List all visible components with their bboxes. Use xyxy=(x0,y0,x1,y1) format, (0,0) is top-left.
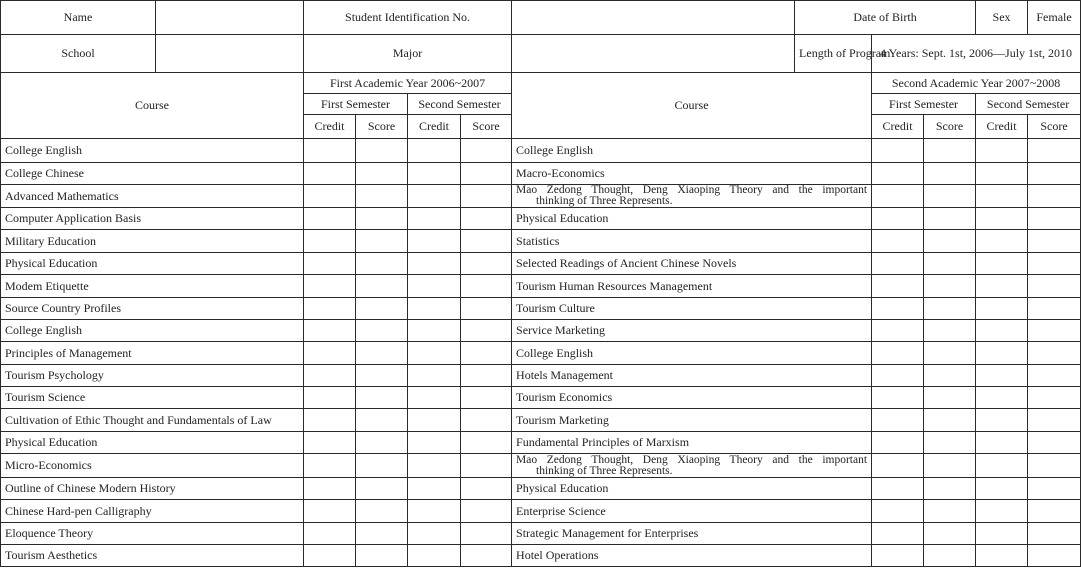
credit-cell[interactable] xyxy=(408,365,461,387)
score-cell[interactable] xyxy=(356,253,408,275)
first-year-course-name: Tourism Science xyxy=(1,387,304,409)
credit-cell[interactable] xyxy=(408,387,461,409)
score-cell[interactable] xyxy=(1028,432,1081,454)
credit-cell[interactable] xyxy=(976,342,1028,365)
credit-cell[interactable] xyxy=(976,275,1028,298)
score-cell[interactable] xyxy=(924,365,976,387)
credit-cell[interactable] xyxy=(304,545,356,567)
first-year-course-name: Computer Application Basis xyxy=(1,208,304,230)
score-cell[interactable] xyxy=(461,387,512,409)
credit-cell[interactable] xyxy=(976,298,1028,320)
first-year-course-name: College English xyxy=(1,139,304,163)
credit-cell[interactable] xyxy=(304,208,356,230)
first-year-course-name: Eloquence Theory xyxy=(1,523,304,545)
first-year-course-name: Tourism Aesthetics xyxy=(1,545,304,567)
score-cell[interactable] xyxy=(356,275,408,298)
first-year-course-name: Principles of Management xyxy=(1,342,304,365)
second-year-course-name: Tourism Economics xyxy=(512,387,872,409)
score-cell[interactable] xyxy=(461,432,512,454)
credit-cell[interactable] xyxy=(976,387,1028,409)
credit-cell[interactable] xyxy=(872,342,924,365)
score-cell[interactable] xyxy=(461,500,512,523)
credit-header: Credit xyxy=(872,115,924,139)
second-year-course-name: Fundamental Principles of Marxism xyxy=(512,432,872,454)
credit-cell[interactable] xyxy=(304,320,356,342)
second-year-course-name: Selected Readings of Ancient Chinese Novels xyxy=(512,253,872,275)
credit-cell[interactable] xyxy=(976,500,1028,523)
score-cell[interactable] xyxy=(356,163,408,185)
score-cell[interactable] xyxy=(924,523,976,545)
credit-cell[interactable] xyxy=(304,230,356,253)
name-label: Name xyxy=(1,1,156,35)
length-of-program-value: 4 Years: Sept. 1st, 2006—July 1st, 2010 xyxy=(872,35,1081,73)
second-year-course-name: Physical Education xyxy=(512,208,872,230)
score-cell[interactable] xyxy=(1028,163,1081,185)
credit-header: Credit xyxy=(304,115,356,139)
score-cell[interactable] xyxy=(461,365,512,387)
credit-cell[interactable] xyxy=(872,409,924,432)
score-cell[interactable] xyxy=(924,230,976,253)
course-name-line-2: thinking of Three Represents. xyxy=(536,195,673,207)
school-value[interactable] xyxy=(156,35,304,73)
credit-cell[interactable] xyxy=(872,432,924,454)
credit-cell[interactable] xyxy=(408,275,461,298)
credit-cell[interactable] xyxy=(976,409,1028,432)
score-cell[interactable] xyxy=(924,342,976,365)
score-cell[interactable] xyxy=(461,253,512,275)
score-cell[interactable] xyxy=(924,500,976,523)
credit-cell[interactable] xyxy=(872,500,924,523)
score-cell[interactable] xyxy=(356,523,408,545)
course-row xyxy=(1,523,1081,545)
score-cell[interactable] xyxy=(461,320,512,342)
second-year-course-name: Tourism Marketing xyxy=(512,409,872,432)
course-header-right: Course xyxy=(512,73,872,139)
second-academic-year-header: Second Academic Year 2007~2008 xyxy=(872,73,1081,94)
credit-cell[interactable] xyxy=(872,320,924,342)
course-row xyxy=(1,500,1081,523)
credit-cell[interactable] xyxy=(976,139,1028,163)
credit-cell[interactable] xyxy=(304,387,356,409)
credit-cell[interactable] xyxy=(408,298,461,320)
credit-cell[interactable] xyxy=(304,298,356,320)
course-name-line-1: Mao Zedong Thought, Deng Xiaoping Theory and the important xyxy=(516,453,868,466)
first-year-course-name: Cultivation of Ethic Thought and Fundamentals of Law xyxy=(1,409,304,432)
score-header: Score xyxy=(924,115,976,139)
score-cell[interactable] xyxy=(924,185,976,208)
first-year-course-name: Chinese Hard-pen Calligraphy xyxy=(1,500,304,523)
score-cell[interactable] xyxy=(461,545,512,567)
y2-first-semester-header: First Semester xyxy=(872,94,976,115)
columns-row-year xyxy=(1,73,1081,94)
header-row-1 xyxy=(1,1,1081,35)
score-header: Score xyxy=(356,115,408,139)
score-cell[interactable] xyxy=(356,185,408,208)
credit-cell[interactable] xyxy=(304,253,356,275)
score-cell[interactable] xyxy=(356,365,408,387)
credit-cell[interactable] xyxy=(872,275,924,298)
score-cell[interactable] xyxy=(461,275,512,298)
credit-cell[interactable] xyxy=(304,275,356,298)
score-cell[interactable] xyxy=(924,298,976,320)
credit-cell[interactable] xyxy=(408,163,461,185)
credit-cell[interactable] xyxy=(872,208,924,230)
student-id-value[interactable] xyxy=(512,1,795,35)
course-row xyxy=(1,208,1081,230)
credit-cell[interactable] xyxy=(976,478,1028,500)
credit-cell[interactable] xyxy=(304,409,356,432)
course-name-line-2: thinking of Three Represents. xyxy=(536,464,673,477)
name-value[interactable] xyxy=(156,1,304,35)
second-year-course-name xyxy=(512,185,872,208)
first-year-course-name: Advanced Mathematics xyxy=(1,185,304,208)
score-cell[interactable] xyxy=(356,298,408,320)
course-row xyxy=(1,253,1081,275)
credit-cell[interactable] xyxy=(408,500,461,523)
credit-cell[interactable] xyxy=(304,139,356,163)
credit-cell[interactable] xyxy=(304,523,356,545)
course-row xyxy=(1,298,1081,320)
score-cell[interactable] xyxy=(356,342,408,365)
second-year-course-name: College English xyxy=(512,139,872,163)
course-row xyxy=(1,139,1081,163)
credit-cell[interactable] xyxy=(976,208,1028,230)
score-cell[interactable] xyxy=(356,409,408,432)
credit-cell[interactable] xyxy=(304,478,356,500)
first-year-course-name: Military Education xyxy=(1,230,304,253)
course-row xyxy=(1,387,1081,409)
y1-first-semester-header: First Semester xyxy=(304,94,408,115)
score-cell[interactable] xyxy=(461,185,512,208)
credit-cell[interactable] xyxy=(408,409,461,432)
credit-cell[interactable] xyxy=(872,230,924,253)
first-year-course-name: Modem Etiquette xyxy=(1,275,304,298)
second-year-course-name: Strategic Management for Enterprises xyxy=(512,523,872,545)
credit-cell[interactable] xyxy=(976,253,1028,275)
credit-cell[interactable] xyxy=(872,523,924,545)
credit-cell[interactable] xyxy=(304,163,356,185)
second-year-course-name: Hotel Operations xyxy=(512,545,872,567)
course-row xyxy=(1,275,1081,298)
school-label: School xyxy=(1,35,156,73)
second-year-course-name xyxy=(512,454,872,478)
y1-second-semester-header: Second Semester xyxy=(408,94,512,115)
score-cell[interactable] xyxy=(461,478,512,500)
score-cell[interactable] xyxy=(1028,365,1081,387)
course-row xyxy=(1,320,1081,342)
score-cell[interactable] xyxy=(1028,478,1081,500)
credit-cell[interactable] xyxy=(976,454,1028,478)
credit-cell[interactable] xyxy=(304,365,356,387)
course-row xyxy=(1,454,1081,478)
second-year-course-name: Macro-Economics xyxy=(512,163,872,185)
course-row xyxy=(1,478,1081,500)
score-cell[interactable] xyxy=(924,275,976,298)
score-cell[interactable] xyxy=(461,523,512,545)
score-cell[interactable] xyxy=(1028,387,1081,409)
header-row-2 xyxy=(1,35,1081,73)
score-cell[interactable] xyxy=(356,454,408,478)
score-cell[interactable] xyxy=(1028,253,1081,275)
score-cell[interactable] xyxy=(461,298,512,320)
credit-cell[interactable] xyxy=(408,230,461,253)
score-cell[interactable] xyxy=(924,320,976,342)
course-row xyxy=(1,163,1081,185)
score-cell[interactable] xyxy=(924,432,976,454)
first-year-course-name: Tourism Psychology xyxy=(1,365,304,387)
credit-cell[interactable] xyxy=(872,253,924,275)
first-academic-year-header: First Academic Year 2006~2007 xyxy=(304,73,512,94)
score-cell[interactable] xyxy=(924,163,976,185)
course-row xyxy=(1,185,1081,208)
length-of-program-label: Length of Program xyxy=(795,35,872,73)
credit-cell[interactable] xyxy=(408,545,461,567)
score-cell[interactable] xyxy=(924,253,976,275)
credit-cell[interactable] xyxy=(976,163,1028,185)
score-cell[interactable] xyxy=(1028,500,1081,523)
sex-value: Female xyxy=(1028,1,1081,35)
score-cell[interactable] xyxy=(356,387,408,409)
score-header: Score xyxy=(1028,115,1081,139)
second-year-course-name: Hotels Management xyxy=(512,365,872,387)
credit-cell[interactable] xyxy=(872,545,924,567)
score-cell[interactable] xyxy=(356,545,408,567)
score-cell[interactable] xyxy=(461,454,512,478)
course-row xyxy=(1,409,1081,432)
second-year-course-name: Physical Education xyxy=(512,478,872,500)
credit-header: Credit xyxy=(408,115,461,139)
score-cell[interactable] xyxy=(924,478,976,500)
score-cell[interactable] xyxy=(924,208,976,230)
credit-header: Credit xyxy=(976,115,1028,139)
credit-cell[interactable] xyxy=(408,454,461,478)
score-cell[interactable] xyxy=(356,208,408,230)
credit-cell[interactable] xyxy=(976,545,1028,567)
sex-label: Sex xyxy=(976,1,1028,35)
credit-cell[interactable] xyxy=(976,365,1028,387)
course-row xyxy=(1,545,1081,567)
score-cell[interactable] xyxy=(1028,409,1081,432)
score-cell[interactable] xyxy=(461,230,512,253)
date-of-birth-label: Date of Birth xyxy=(795,1,976,35)
score-cell[interactable] xyxy=(356,500,408,523)
credit-cell[interactable] xyxy=(408,208,461,230)
score-header: Score xyxy=(461,115,512,139)
major-label: Major xyxy=(304,35,512,73)
second-year-course-name: College English xyxy=(512,342,872,365)
first-year-course-name: Physical Education xyxy=(1,432,304,454)
second-year-course-name: Statistics xyxy=(512,230,872,253)
first-year-course-name: College Chinese xyxy=(1,163,304,185)
second-year-course-name: Enterprise Science xyxy=(512,500,872,523)
score-cell[interactable] xyxy=(924,387,976,409)
credit-cell[interactable] xyxy=(872,478,924,500)
score-cell[interactable] xyxy=(1028,185,1081,208)
course-row xyxy=(1,432,1081,454)
score-cell[interactable] xyxy=(356,478,408,500)
credit-cell[interactable] xyxy=(408,523,461,545)
score-cell[interactable] xyxy=(1028,230,1081,253)
credit-cell[interactable] xyxy=(872,185,924,208)
second-year-course-name: Tourism Culture xyxy=(512,298,872,320)
credit-cell[interactable] xyxy=(408,320,461,342)
credit-cell[interactable] xyxy=(304,432,356,454)
credit-cell[interactable] xyxy=(872,387,924,409)
credit-cell[interactable] xyxy=(304,500,356,523)
score-cell[interactable] xyxy=(924,454,976,478)
score-cell[interactable] xyxy=(1028,545,1081,567)
first-year-course-name: Micro-Economics xyxy=(1,454,304,478)
credit-cell[interactable] xyxy=(872,298,924,320)
credit-cell[interactable] xyxy=(872,139,924,163)
score-cell[interactable] xyxy=(1028,275,1081,298)
score-cell[interactable] xyxy=(461,409,512,432)
second-year-course-name: Service Marketing xyxy=(512,320,872,342)
credit-cell[interactable] xyxy=(304,185,356,208)
score-cell[interactable] xyxy=(1028,320,1081,342)
student-id-label: Student Identification No. xyxy=(304,1,512,35)
score-cell[interactable] xyxy=(356,230,408,253)
score-cell[interactable] xyxy=(1028,139,1081,163)
first-year-course-name: Source Country Profiles xyxy=(1,298,304,320)
credit-cell[interactable] xyxy=(408,185,461,208)
credit-cell[interactable] xyxy=(872,454,924,478)
major-value[interactable] xyxy=(512,35,795,73)
score-cell[interactable] xyxy=(1028,208,1081,230)
score-cell[interactable] xyxy=(1028,454,1081,478)
credit-cell[interactable] xyxy=(408,342,461,365)
credit-cell[interactable] xyxy=(976,230,1028,253)
credit-cell[interactable] xyxy=(408,139,461,163)
y2-second-semester-header: Second Semester xyxy=(976,94,1081,115)
course-row xyxy=(1,365,1081,387)
score-cell[interactable] xyxy=(924,139,976,163)
first-year-course-name: College English xyxy=(1,320,304,342)
score-cell[interactable] xyxy=(461,208,512,230)
credit-cell[interactable] xyxy=(408,432,461,454)
course-name-line-1: Mao Zedong Thought, Deng Xiaoping Theory and the important xyxy=(516,184,868,196)
credit-cell[interactable] xyxy=(976,185,1028,208)
credit-cell[interactable] xyxy=(976,432,1028,454)
credit-cell[interactable] xyxy=(304,342,356,365)
credit-cell[interactable] xyxy=(976,523,1028,545)
credit-cell[interactable] xyxy=(408,478,461,500)
credit-cell[interactable] xyxy=(872,365,924,387)
score-cell[interactable] xyxy=(1028,342,1081,365)
course-row xyxy=(1,230,1081,253)
course-header-left: Course xyxy=(1,73,304,139)
score-cell[interactable] xyxy=(1028,523,1081,545)
score-cell[interactable] xyxy=(356,320,408,342)
first-year-course-name: Physical Education xyxy=(1,253,304,275)
score-cell[interactable] xyxy=(356,139,408,163)
score-cell[interactable] xyxy=(356,432,408,454)
credit-cell[interactable] xyxy=(304,454,356,478)
second-year-course-name: Tourism Human Resources Management xyxy=(512,275,872,298)
course-row xyxy=(1,342,1081,365)
first-year-course-name: Outline of Chinese Modern History xyxy=(1,478,304,500)
score-cell[interactable] xyxy=(461,163,512,185)
score-cell[interactable] xyxy=(461,139,512,163)
score-cell[interactable] xyxy=(1028,298,1081,320)
score-cell[interactable] xyxy=(924,545,976,567)
credit-cell[interactable] xyxy=(976,320,1028,342)
credit-cell[interactable] xyxy=(872,163,924,185)
credit-cell[interactable] xyxy=(408,253,461,275)
score-cell[interactable] xyxy=(461,342,512,365)
score-cell[interactable] xyxy=(924,409,976,432)
